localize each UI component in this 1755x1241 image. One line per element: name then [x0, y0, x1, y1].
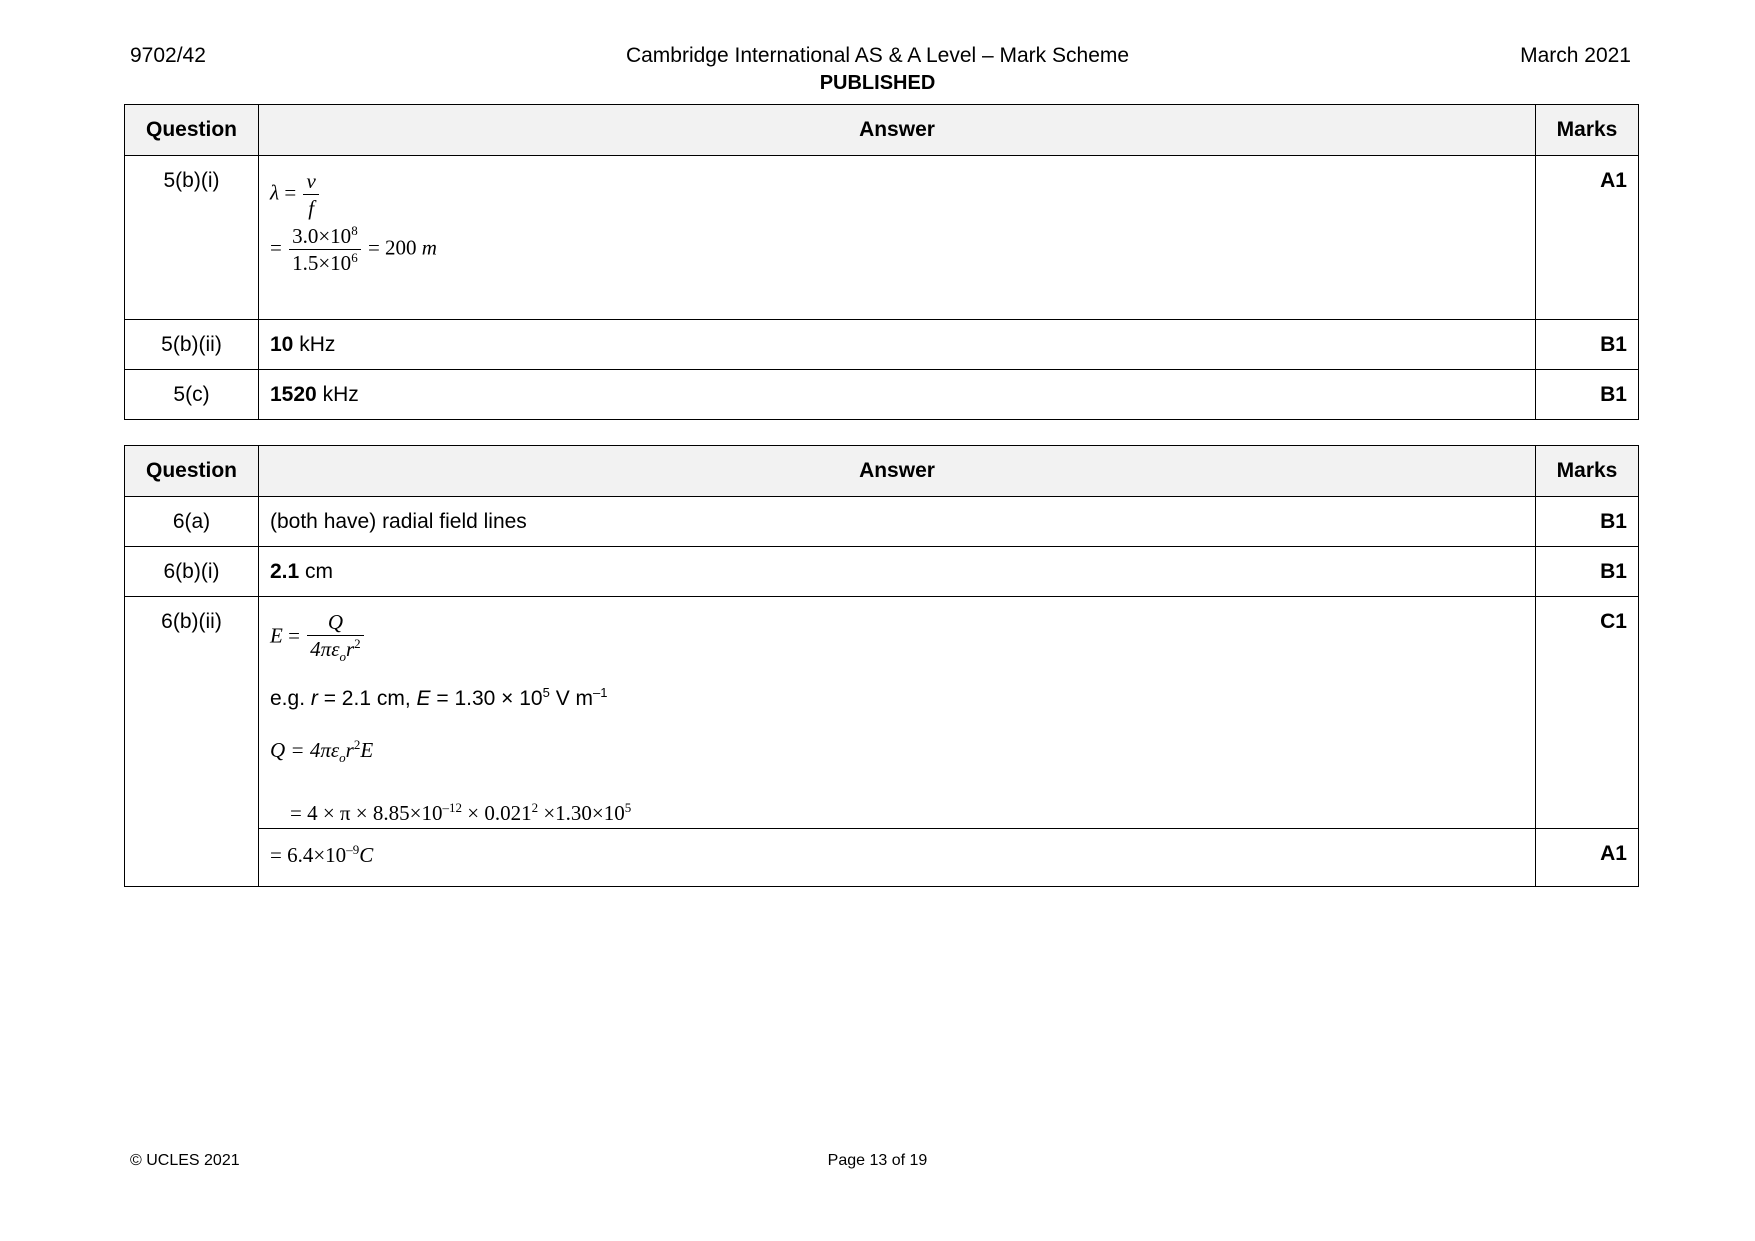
marks-cell: A1 [1536, 156, 1639, 320]
published-label: PUBLISHED [819, 72, 936, 94]
marks-cell: A1 [1536, 829, 1639, 887]
question-column-header: Question [125, 446, 259, 497]
question-column-header: Question [125, 105, 259, 156]
page-number: Page 13 of 19 [827, 1152, 928, 1169]
example-reading: e.g. r = 2.1 cm, $E = 1.30 \times 10^5$ V $m^{-1}$ [270, 685, 608, 711]
answer-cell [259, 597, 1536, 829]
answer-cell: 1520 kHz [259, 370, 1536, 420]
answer-cell: (both have) radial field lines [259, 497, 1536, 547]
marks-cell: B1 [1536, 547, 1639, 597]
question-number: 5(b)(i) [125, 156, 259, 320]
field-strength-formula: E = $\frac{Q}{4\pi\varepsilon_or^2}$ [270, 610, 1525, 665]
wavelength-formula: λ = $\frac{v}{f}$ [270, 169, 1525, 220]
marks-column-header: Marks [1536, 105, 1639, 156]
table-header-row [125, 446, 1639, 497]
marks-cell: B1 [1536, 370, 1639, 420]
table-row [125, 497, 1639, 547]
marks-cell: C1 [1536, 597, 1639, 829]
exam-date: March 2021 [1520, 44, 1631, 67]
table-row [125, 320, 1639, 370]
answer-cell: 10 kHz [259, 320, 1536, 370]
table-header-row [125, 105, 1639, 156]
charge-calculation: = $4 \times \pi \times 8.85\times 10^{-12} \times 0.021^2 \times 1.30\times 10^5$ [290, 800, 632, 826]
table-row [125, 547, 1639, 597]
paper-code: 9702/42 [130, 44, 206, 67]
marks-cell: B1 [1536, 320, 1639, 370]
copyright-notice: © UCLES 2021 [130, 1152, 240, 1169]
charge-formula: $Q = 4\pi\varepsilon_or^2E$ [270, 737, 374, 766]
final-answer: = $6.4\times 10^{-9}C$ [270, 842, 374, 867]
answer-column-header: Answer [259, 446, 1536, 497]
marks-column-header: Marks [1536, 446, 1639, 497]
answer-cell [259, 829, 1536, 887]
mark-scheme-table-q5 [124, 104, 1639, 420]
answer-cell: 2.1 cm [259, 547, 1536, 597]
answer-column-header: Answer [259, 105, 1536, 156]
question-number: 5(c) [125, 370, 259, 420]
mark-scheme-table-q6 [124, 445, 1639, 887]
answer-cell [259, 156, 1536, 320]
table-row [125, 370, 1639, 420]
question-number: 5(b)(ii) [125, 320, 259, 370]
question-number: 6(b)(ii) [125, 597, 259, 887]
marks-cell: B1 [1536, 497, 1639, 547]
wavelength-calculation: = $\frac{3.0\times 10^8}{1.5\times 10^6}$ = 200 m [270, 223, 437, 276]
question-number: 6(b)(i) [125, 547, 259, 597]
table-row [125, 597, 1639, 829]
table-row [125, 829, 1639, 887]
question-number: 6(a) [125, 497, 259, 547]
table-row [125, 156, 1639, 320]
document-title: Cambridge International AS & A Level – Mark Scheme [625, 44, 1130, 67]
